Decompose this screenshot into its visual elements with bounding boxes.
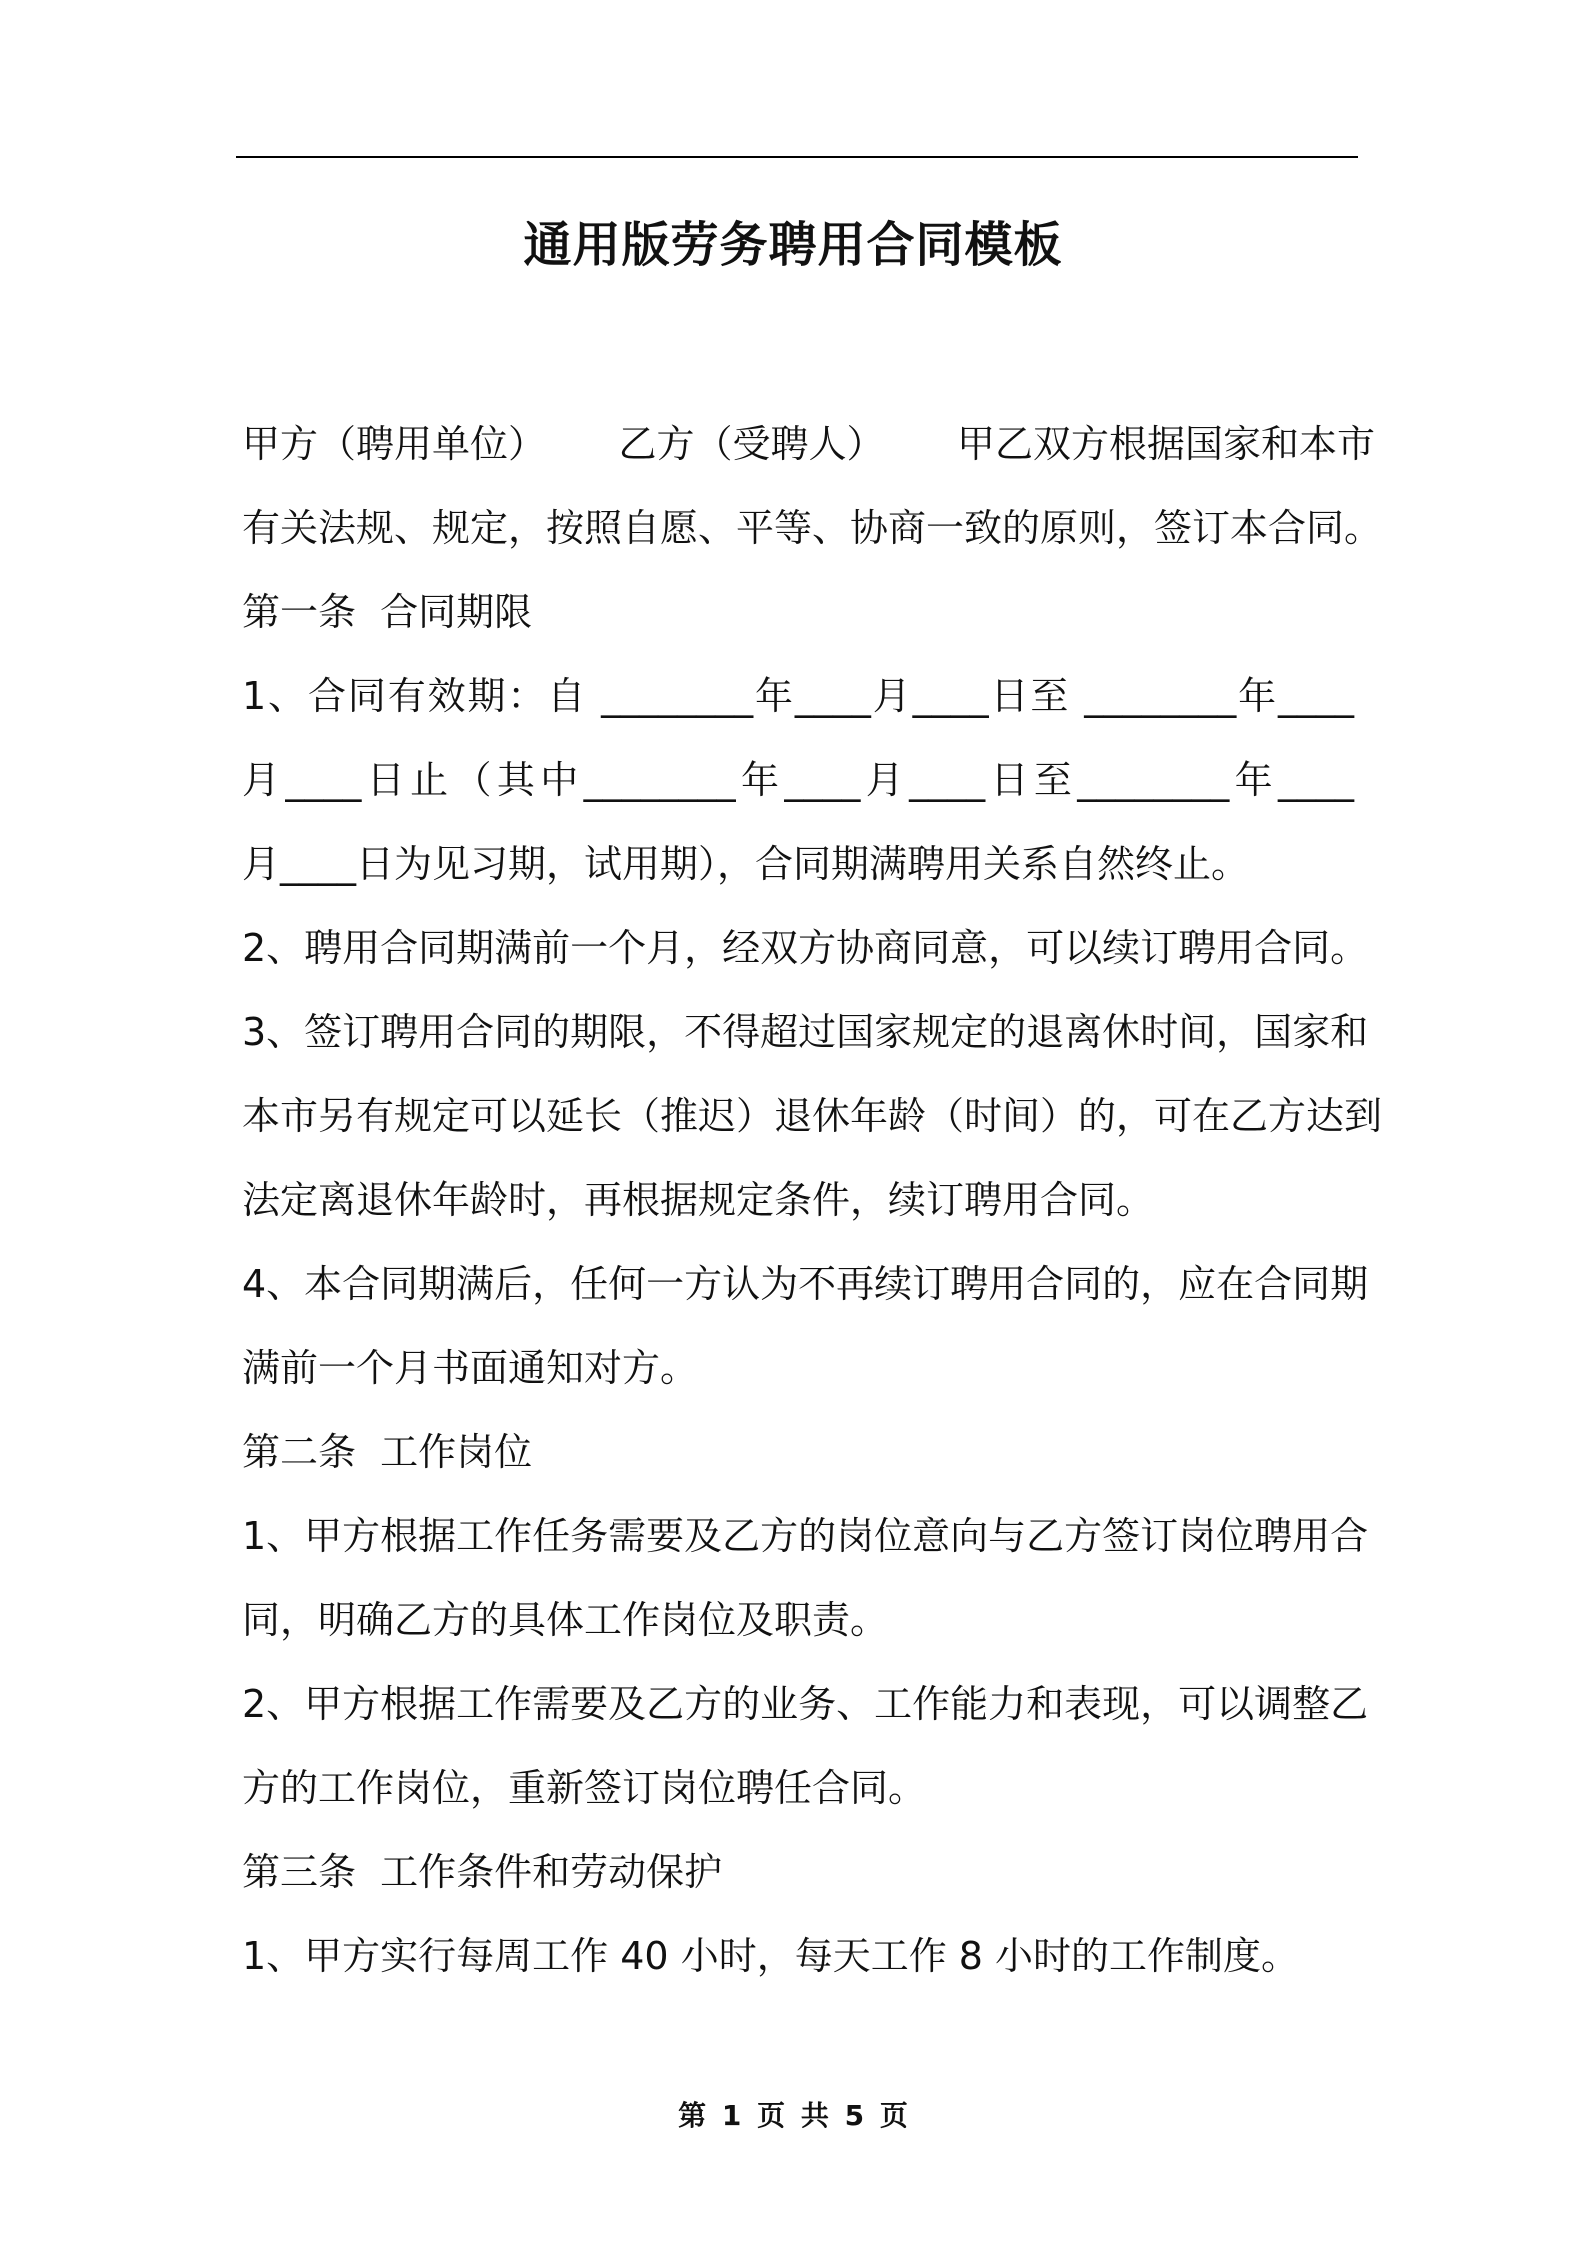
header-rule bbox=[236, 156, 1358, 158]
page-number: 第 1 页 共 5 页 bbox=[678, 2099, 908, 2132]
body-line: 月____日止（其中________年____月____日至________年____ bbox=[242, 758, 1354, 802]
body-line: 方的工作岗位，重新签订岗位聘任合同。 bbox=[242, 1766, 927, 1810]
body-line: 3、签订聘用合同的期限，不得超过国家规定的退离休时间，国家和 bbox=[242, 1010, 1369, 1054]
section-heading: 第一条 合同期限 bbox=[242, 590, 533, 634]
body-line: 1、甲方实行每周工作 40 小时，每天工作 8 小时的工作制度。 bbox=[242, 1934, 1300, 1978]
body-line: 2、聘用合同期满前一个月，经双方协商同意，可以续订聘用合同。 bbox=[242, 926, 1369, 970]
body-line: 2、甲方根据工作需要及乙方的业务、工作能力和表现，可以调整乙 bbox=[242, 1682, 1369, 1726]
body-line: 本市另有规定可以延长（推迟）退休年龄（时间）的，可在乙方达到 bbox=[242, 1094, 1383, 1138]
body-line: 法定离退休年龄时，再根据规定条件，续订聘用合同。 bbox=[242, 1178, 1155, 1222]
body-line: 4、本合同期满后，任何一方认为不再续订聘用合同的，应在合同期 bbox=[242, 1262, 1369, 1306]
document-title: 通用版劳务聘用合同模板 bbox=[523, 217, 1063, 273]
body-line: 满前一个月书面通知对方。 bbox=[242, 1346, 699, 1390]
body-line: 1、合同有效期：自 ________年____月____日至 ________年____ bbox=[242, 674, 1354, 718]
body-line: 月____日为见习期，试用期），合同期满聘用关系自然终止。 bbox=[242, 842, 1250, 886]
body-line: 甲方（聘用单位） 乙方（受聘人） 甲乙双方根据国家和本市 bbox=[242, 422, 1375, 466]
body-line: 有关法规、规定，按照自愿、平等、协商一致的原则，签订本合同。 bbox=[242, 506, 1383, 550]
section-heading: 第三条 工作条件和劳动保护 bbox=[242, 1850, 723, 1894]
document-body bbox=[242, 402, 1383, 1998]
body-line: 1、甲方根据工作任务需要及乙方的岗位意向与乙方签订岗位聘用合 bbox=[242, 1514, 1369, 1558]
body-line: 同，明确乙方的具体工作岗位及职责。 bbox=[242, 1598, 889, 1642]
section-heading: 第二条 工作岗位 bbox=[242, 1430, 533, 1474]
